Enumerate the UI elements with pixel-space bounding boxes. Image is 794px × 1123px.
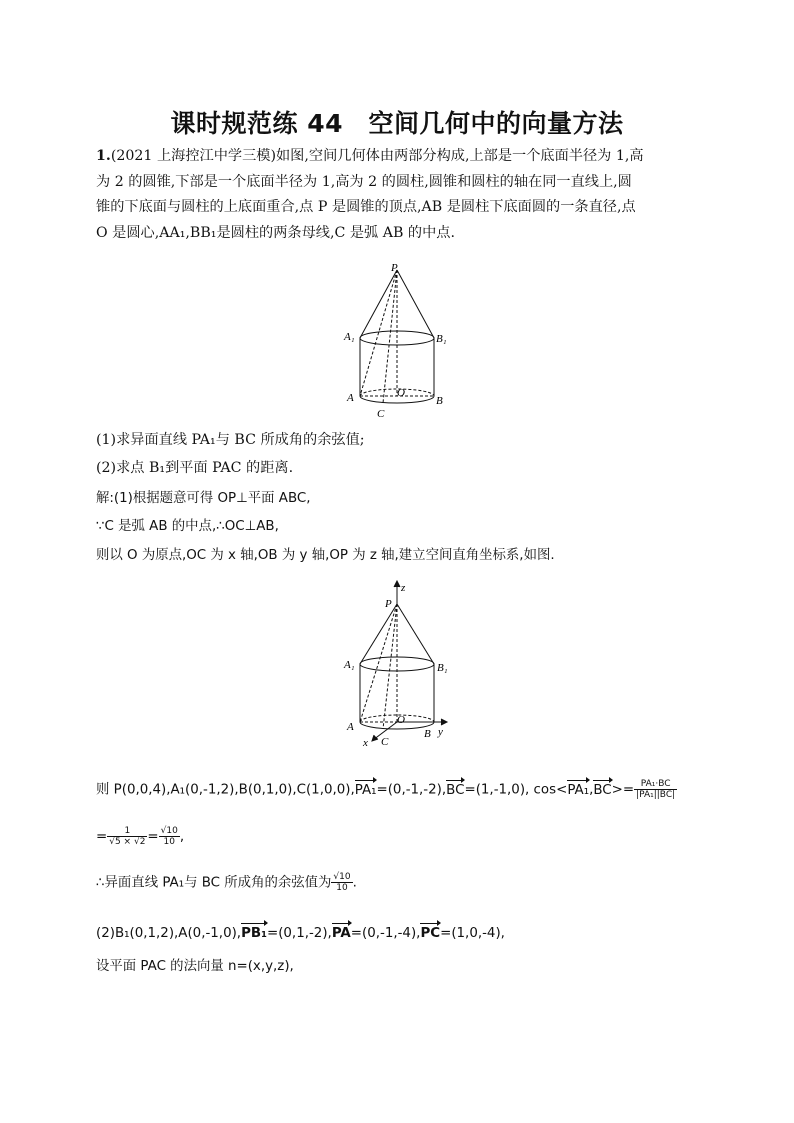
fraction-numerator: PA₁·BC xyxy=(634,779,677,790)
vector-BC-value: =(1,-1,0), cos< xyxy=(464,782,568,798)
vector-PB1: PB₁ xyxy=(241,924,267,944)
coords-text-2: (2)B₁(0,1,2),A(0,-1,0), xyxy=(96,926,242,941)
vector-PA1-b: PA₁ xyxy=(567,781,589,801)
fraction-denominator: 10 xyxy=(163,837,175,847)
solution-line-1: 解:(1)根据题意可得 OP⊥平面 ABC, xyxy=(96,491,311,506)
fraction-numerator: √10 xyxy=(333,872,351,882)
solution-line-3: 则以 O 为原点,OC 为 x 轴,OB 为 y 轴,OP 为 z 轴,建立空间直角坐标系,如图. xyxy=(96,548,555,563)
fraction-denominator: |PA₁||BC| xyxy=(636,790,676,800)
label-A: A xyxy=(347,392,354,404)
question-1: (1)求异面直线 PA₁与 BC 所成角的余弦值; xyxy=(96,432,365,448)
label-B1: B₁ xyxy=(437,662,448,674)
label-z: z xyxy=(401,582,406,594)
figure-cone-cylinder xyxy=(340,262,460,422)
comma: , xyxy=(179,829,185,845)
solution-line-6 xyxy=(96,872,706,894)
fraction-denominator: 10 xyxy=(336,883,348,893)
label-O: O xyxy=(397,714,405,726)
fraction-numerator: 1 xyxy=(107,826,147,837)
solution-line-7 xyxy=(96,924,706,944)
vector-BC: BC xyxy=(446,781,464,801)
vector-PC: PC xyxy=(420,924,440,944)
fraction-1-over-root xyxy=(107,826,147,847)
figure-coordinate-system xyxy=(340,580,460,750)
label-A1: A₁ xyxy=(344,331,355,343)
vector-PA1: PA₁ xyxy=(355,781,377,801)
vector-PB1-value: =(0,1,-2), xyxy=(266,926,332,941)
label-B: B xyxy=(436,395,443,407)
problem-line-1 xyxy=(96,146,706,166)
fraction-numerator: √10 xyxy=(160,826,178,836)
cos-equals: >= xyxy=(611,782,635,798)
period: . xyxy=(352,875,357,891)
equals: = xyxy=(96,829,108,845)
comma: , xyxy=(589,782,594,798)
page-title: 课时规范练 44 空间几何中的向量方法 xyxy=(170,109,624,138)
fraction-denominator: √5 × √2 xyxy=(109,837,146,847)
coords-text: 则 P(0,0,4),A₁(0,-1,2),B(0,1,0),C(1,0,0), xyxy=(96,782,355,798)
problem-line-3: 锥的下底面与圆柱的上底面重合,点 P 是圆锥的顶点,AB 是圆柱下底面圆的一条直径,点 xyxy=(96,199,636,215)
label-x: x xyxy=(363,737,368,749)
label-P: P xyxy=(391,262,398,274)
vector-PA1-value: =(0,-1,-2), xyxy=(376,782,447,798)
fraction-answer xyxy=(331,872,352,893)
vector-PC-value: =(1,0,-4), xyxy=(440,926,505,941)
equals: = xyxy=(147,829,159,845)
label-y: y xyxy=(438,726,443,738)
label-C: C xyxy=(381,736,389,748)
solution-line-8: 设平面 PAC 的法向量 n=(x,y,z), xyxy=(96,959,294,974)
problem-line-4: O 是圆心,AA₁,BB₁是圆柱的两条母线,C 是弧 AB 的中点. xyxy=(96,225,455,241)
vector-BC-b: BC xyxy=(593,781,611,801)
problem-line-2: 为 2 的圆锥,下部是一个底面半径为 1,高为 2 的圆柱,圆锥和圆柱的轴在同一直线上,圆 xyxy=(96,174,632,190)
fraction-cos-definition xyxy=(634,779,677,800)
solution-line-5 xyxy=(96,826,706,848)
label-C: C xyxy=(377,408,385,420)
solution-line-4 xyxy=(96,779,706,801)
conclusion-text: ∴异面直线 PA₁与 BC 所成角的余弦值为 xyxy=(96,875,332,891)
vector-PA-value: =(0,-1,-4), xyxy=(350,926,421,941)
problem-text-1: (2021 上海控江中学三模)如图,空间几何体由两部分构成,上部是一个底面半径为 1,高 xyxy=(110,148,644,164)
solution-line-2: ∵C 是弧 AB 的中点,∴OC⊥AB, xyxy=(96,519,279,534)
label-B1: B₁ xyxy=(436,333,447,345)
question-2: (2)求点 B₁到平面 PAC 的距离. xyxy=(96,460,294,476)
label-A: A xyxy=(347,721,354,733)
label-P: P xyxy=(385,598,392,610)
problem-number: 1. xyxy=(96,148,111,164)
vector-PA: PA xyxy=(332,924,351,944)
label-O: O xyxy=(397,387,405,399)
label-B: B xyxy=(424,728,431,740)
label-A1: A₁ xyxy=(344,659,355,671)
fraction-root10-over-10 xyxy=(159,826,180,847)
